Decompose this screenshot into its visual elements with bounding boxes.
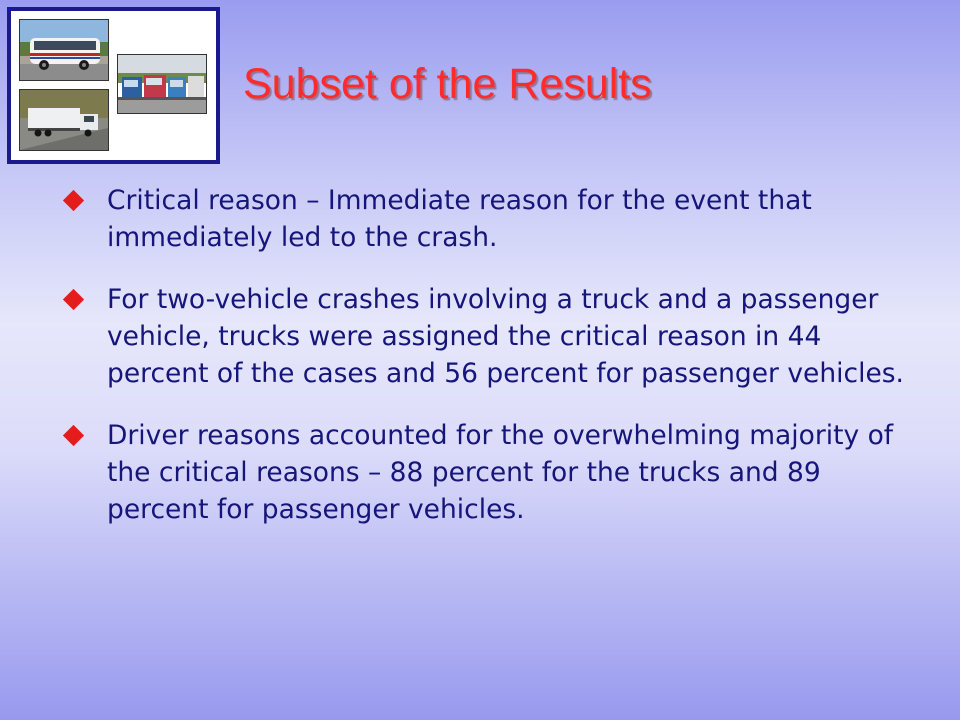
bullet-list <box>60 182 930 553</box>
bullet-text: For two-vehicle crashes involving a truck and a passenger vehicle, trucks were assigned the critical reason in 44 percent of the cases and 56 percent for passenger vehicles. <box>107 284 904 389</box>
bullet-item <box>60 182 930 256</box>
bus-photo <box>19 19 109 81</box>
diamond-bullet-icon <box>63 190 84 211</box>
parked-trucks-photo <box>117 54 207 114</box>
photo-collage <box>7 7 220 164</box>
bullet-text: Driver reasons accounted for the overwhelming majority of the critical reasons – 88 percent for the trucks and 89 percent for passenger vehicles. <box>107 420 894 525</box>
diamond-bullet-icon <box>63 425 84 446</box>
bullet-item <box>60 281 930 392</box>
slide-title: Subset of the Results <box>243 60 652 108</box>
diamond-bullet-icon <box>63 289 84 310</box>
semi-truck-photo <box>19 89 109 151</box>
bullet-item <box>60 417 930 528</box>
bullet-text: Critical reason – Immediate reason for the event that immediately led to the crash. <box>107 185 812 253</box>
